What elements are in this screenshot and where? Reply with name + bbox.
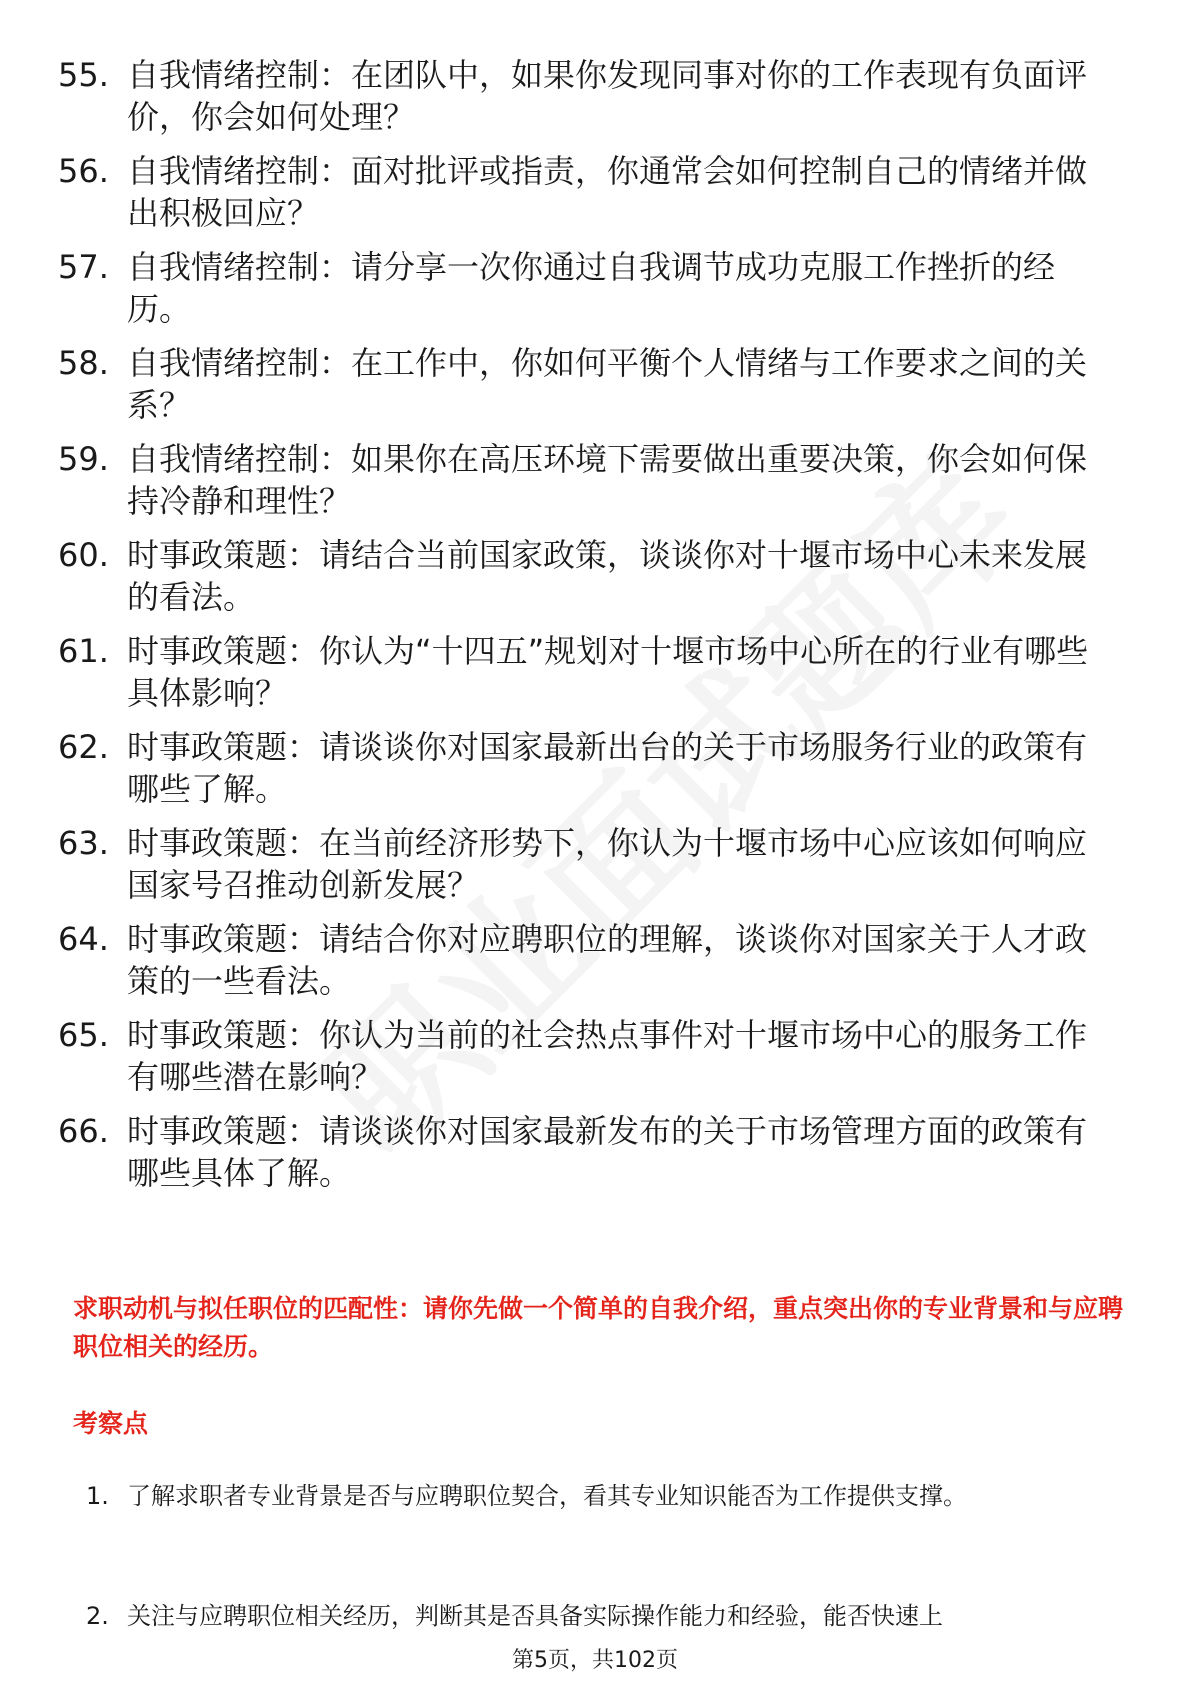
highlight-question: 求职动机与拟任职位的匹配性：请你先做一个简单的自我介绍，重点突出你的专业背景和与应聘职位相关的经历。 (73, 1294, 1124, 1361)
question-text: 自我情绪控制：在工作中，你如何平衡个人情绪与工作要求之间的关系？ (127, 344, 1088, 424)
point-number: 1. (86, 1482, 109, 1510)
question-number: 65. (58, 1016, 109, 1054)
question-text: 自我情绪控制：在团队中，如果你发现同事对你的工作表现有负面评价，你会如何处理？ (127, 56, 1088, 136)
question-number: 57. (58, 248, 109, 286)
question-number: 55. (58, 56, 109, 94)
question-number: 60. (58, 536, 109, 574)
question-text: 时事政策题：你认为当前的社会热点事件对十堰市场中心的服务工作有哪些潜在影响？ (127, 1016, 1088, 1096)
point-text: 了解求职者专业背景是否与应聘职位契合，看其专业知识能否为工作提供支撑。 (127, 1482, 967, 1510)
question-number: 63. (58, 824, 109, 862)
question-number: 66. (58, 1112, 109, 1150)
question-text: 时事政策题：在当前经济形势下，你认为十堰市场中心应该如何响应国家号召推动创新发展？ (127, 824, 1088, 904)
question-text: 自我情绪控制：如果你在高压环境下需要做出重要决策，你会如何保持冷静和理性？ (127, 440, 1088, 520)
question-text: 自我情绪控制：请分享一次你通过自我调节成功克服工作挫折的经历。 (127, 248, 1056, 328)
question-text: 时事政策题：请谈谈你对国家最新发布的关于市场管理方面的政策有哪些具体了解。 (127, 1112, 1088, 1192)
question-number: 56. (58, 152, 109, 190)
question-number: 61. (58, 632, 109, 670)
point-number: 2. (86, 1602, 109, 1630)
question-number: 58. (58, 344, 109, 382)
section-title: 考察点 (73, 1409, 149, 1438)
question-text: 自我情绪控制：面对批评或指责，你通常会如何控制自己的情绪并做出积极回应？ (127, 152, 1088, 232)
point-text: 关注与应聘职位相关经历，判断其是否具备实际操作能力和经验，能否快速上 (127, 1602, 943, 1630)
question-text: 时事政策题：你认为“十四五”规划对十堰市场中心所在的行业有哪些具体影响？ (127, 632, 1089, 712)
question-text: 时事政策题：请结合当前国家政策，谈谈你对十堰市场中心未来发展的看法。 (127, 536, 1088, 616)
question-text: 时事政策题：请结合你对应聘职位的理解，谈谈你对国家关于人才政策的一些看法。 (127, 920, 1088, 1000)
question-text: 时事政策题：请谈谈你对国家最新出台的关于市场服务行业的政策有哪些了解。 (127, 728, 1088, 808)
question-number: 59. (58, 440, 109, 478)
question-number: 64. (58, 920, 109, 958)
question-number: 62. (58, 728, 109, 766)
page-footer: 第5页，共102页 (512, 1648, 678, 1673)
